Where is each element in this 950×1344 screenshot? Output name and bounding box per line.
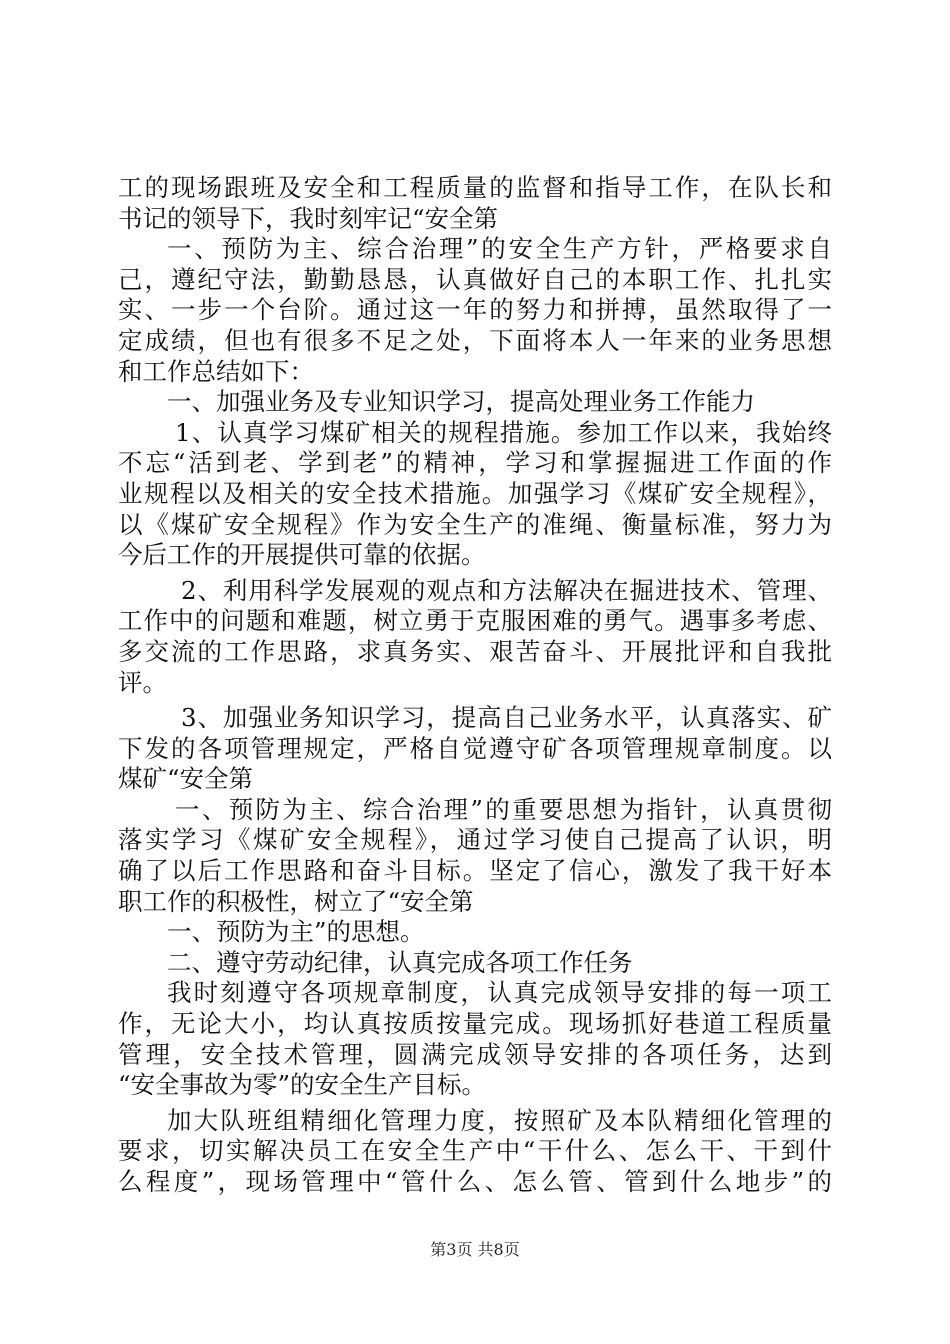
document-body [118,173,832,1198]
text-line-7: 和工作总结如下： [118,356,314,386]
text-line-29: 管理，安全技术管理，圆满完成领导安排的各项任务，达到 [118,1039,832,1069]
text-line-23: 确了以后工作思路和奋斗目标。坚定了信心，激发了我干好本 [118,856,832,886]
text-line-16: 多交流的工作思路，求真务实、艰苦奋斗、开展批评和自我批 [118,636,832,666]
text-line-1: 工的现场跟班及安全和工程质量的监督和指导工作，在队长和 [118,173,832,202]
text-line-11: 业规程以及相关的安全技术措施。加强学习《煤矿安全规程》， [118,478,832,508]
text-line-22: 落实学习《煤矿安全规程》，通过学习使自己提高了认识，明 [118,825,832,855]
text-line-6: 定成绩，但也有很多不足之处，下面将本人一年来的业务思想 [118,325,832,355]
text-line-33: 么程度”，现场管理中“管什么、怎么管、管到什么地步”的 [118,1167,832,1196]
text-line-31: 加大队班组精细化管理力度，按照矿及本队精细化管理的 [167,1105,832,1135]
text-line-32: 要求，切实解决员工在安全生产中“干什么、怎么干、干到什 [118,1136,832,1166]
page-number-footer: 第3页 共8页 [430,1240,520,1259]
text-line-19: 下发的各项管理规定，严格自觉遵守矿各项管理规章制度。以 [118,733,832,763]
section-heading-2: 二、遵守劳动纪律，认真完成各项工作任务 [167,947,633,977]
text-line-13: 今后工作的开展提供可靠的依据。 [118,540,486,570]
text-line-18: 3、加强业务知识学习，提高自己业务水平，认真落实、矿 [181,703,832,733]
text-line-3: 一、预防为主、综合治理”的安全生产方针，严格要求自 [167,234,832,264]
text-line-12: 以《煤矿安全规程》作为安全生产的准绳、衡量标准，努力为 [118,509,832,539]
text-line-2: 书记的领导下，我时刻牢记“安全第 [118,203,499,233]
text-line-14: 2、利用科学发展观的观点和方法解决在掘进技术、管理、 [181,575,832,605]
text-line-20: 煤矿“安全第 [118,764,254,794]
text-line-5: 实、一步一个台阶。通过这一年的努力和拼搏，虽然取得了一 [118,295,832,325]
text-line-30: “安全事故为零”的安全生产目标。 [118,1070,487,1100]
text-line-15: 工作中的问题和难题，树立勇于克服困难的勇气。遇事多考虑、 [118,606,832,636]
text-line-4: 己，遵纪守法，勤勤恳恳，认真做好自己的本职工作、扎扎实 [118,264,832,294]
text-line-21: 一、预防为主、综合治理”的重要思想为指针，认真贯彻 [175,794,832,824]
text-line-9: 1、认真学习煤矿相关的规程措施。参加工作以来，我始终 [175,417,832,447]
section-heading-1: 一、加强业务及专业知识学习，提高处理业务工作能力 [167,387,755,417]
text-line-24: 职工作的积极性，树立了“安全第 [118,886,474,916]
text-line-25: 一、预防为主”的思想。 [167,917,425,947]
text-line-28: 作，无论大小，均认真按质按量完成。现场抓好巷道工程质量 [118,1009,832,1039]
text-line-17: 评。 [118,667,167,697]
text-line-27: 我时刻遵守各项规章制度，认真完成领导安排的每一项工 [167,978,832,1008]
text-line-10: 不忘“活到老、学到老”的精神，学习和掌握掘进工作面的作 [118,448,832,478]
